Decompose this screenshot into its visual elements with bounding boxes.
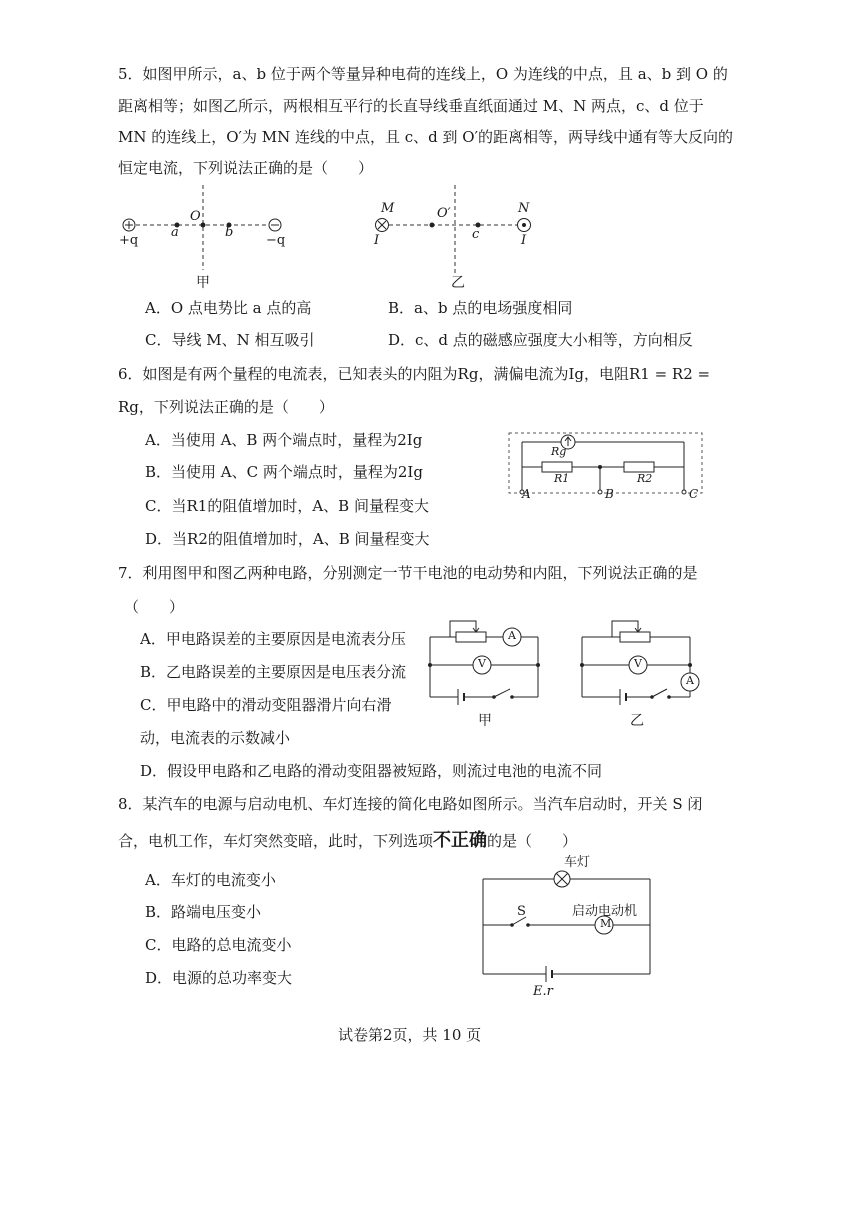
- q8-option-c: C．电路的总电流变小: [145, 936, 292, 954]
- q5-text-line1: 5．如图甲所示，a、b 位于两个等量异种电荷的连线上，O 为连线的中点，且 a、b 到 O 的: [118, 65, 728, 83]
- q8-text-line2-start: 合，电机工作，车灯突然变暗，此时，下列选项: [118, 832, 434, 850]
- q7-yi-ammeter-label: A: [686, 674, 694, 687]
- q5-caption-jia: 甲: [196, 275, 210, 291]
- q8-label-switch: S: [517, 904, 526, 919]
- q8-option-b: B．路端电压变小: [145, 903, 262, 921]
- q5-text-line2: 距离相等；如图乙所示，两根相互平行的长直导线垂直纸面通过 M、N 两点，c、d 位于: [118, 97, 704, 115]
- q7-caption-yi: 乙: [630, 713, 644, 729]
- q5-option-d: D．c、d 点的磁感应强度大小相等，方向相反: [388, 331, 693, 349]
- q5-option-b: B．a、b 点的电场强度相同: [388, 299, 573, 317]
- q5-label-I-left: I: [374, 233, 380, 248]
- q6-label-R1: R1: [554, 472, 570, 485]
- q7-option-b: B．乙电路误差的主要原因是电压表分流: [140, 663, 407, 681]
- q8-text-line2: [118, 831, 577, 851]
- q7-jia-ammeter-label: A: [508, 629, 516, 642]
- q8-text-line1: 8．某汽车的电源与启动电机、车灯连接的简化电路如图所示。当汽车启动时，开关 S 闭: [118, 795, 703, 813]
- q7-yi-voltmeter-label: V: [634, 657, 642, 670]
- q5-label-M: M: [381, 201, 395, 216]
- q5-label-a: a: [171, 225, 179, 240]
- q7-option-a: A．甲电路误差的主要原因是电流表分压: [140, 630, 406, 648]
- q6-label-C: C: [689, 487, 699, 501]
- q5-figure-jia: [115, 180, 295, 280]
- q5-caption-yi: 乙: [451, 275, 465, 291]
- q6-label-Rg: Rg: [551, 445, 567, 458]
- q5-label-O-prime: O′: [437, 206, 451, 221]
- q7-text-line2: （ ）: [124, 598, 185, 616]
- q7-circuit-jia: [428, 612, 548, 712]
- q6-option-c: C．当R1的阻值增加时，A、B 间量程变大: [145, 497, 429, 515]
- q6-option-b: B．当使用 A、C 两个端点时，量程为2Ig: [145, 463, 423, 481]
- q8-text-line2-end: 的是（ ）: [487, 832, 578, 850]
- q7-jia-voltmeter-label: V: [478, 657, 486, 670]
- q7-option-d: D．假设甲电路和乙电路的滑动变阻器被短路，则流过电池的电流不同: [140, 762, 603, 780]
- q6-label-R2: R2: [637, 472, 653, 485]
- q8-option-d: D．电源的总功率变大: [145, 969, 293, 987]
- q6-text-line2: Rg，下列说法正确的是（ ）: [118, 398, 334, 416]
- q5-text-line4: 恒定电流，下列说法正确的是（ ）: [118, 159, 374, 177]
- q7-text-line1: 7．利用图甲和图乙两种电路，分别测定一节干电池的电动势和内阻，下列说法正确的是: [118, 564, 698, 582]
- q8-label-motor: 启动电动机: [572, 904, 638, 919]
- q5-figure-yi: [370, 180, 550, 280]
- q6-option-d: D．当R2的阻值增加时，A、B 间量程变大: [145, 530, 430, 548]
- q5-label-c: c: [472, 227, 480, 242]
- q5-option-a: A．O 点电势比 a 点的高: [145, 299, 312, 317]
- q5-label-b: b: [225, 225, 234, 240]
- q8-label-lamp: 车灯: [564, 855, 591, 870]
- q6-label-B: B: [605, 487, 614, 501]
- q8-text-emphasis: 不正确: [433, 830, 488, 851]
- q5-text-line3: MN 的连线上，O′为 MN 连线的中点，且 c、d 到 O′的距离相等，两导线中通有等大反向的: [118, 128, 733, 146]
- q8-option-a: A．车灯的电流变小: [145, 871, 276, 889]
- q7-option-c-line1: C．甲电路中的滑动变阻器滑片向右滑: [140, 696, 392, 714]
- q5-label-plus-q: +q: [119, 233, 139, 248]
- q8-label-M: M: [600, 917, 612, 930]
- q6-label-A: A: [522, 487, 531, 501]
- q8-car-circuit: [482, 868, 662, 978]
- q5-label-O: O: [190, 209, 201, 224]
- q5-label-I-right: I: [521, 233, 527, 248]
- q6-option-a: A．当使用 A、B 两个端点时，量程为2Ig: [145, 431, 423, 449]
- q6-text-line1: 6．如图是有两个量程的电流表，已知表头的内阻为Rg，满偏电流为Ig，电阻R1 = R2 =: [118, 365, 711, 383]
- q5-label-N: N: [518, 201, 530, 216]
- q5-label-minus-q: −q: [266, 233, 286, 248]
- q7-circuit-yi: [580, 612, 710, 712]
- q5-option-c: C．导线 M、N 相互吸引: [145, 331, 315, 349]
- q8-label-source: E.r: [533, 984, 553, 999]
- q7-option-c-line2: 动，电流表的示数减小: [140, 729, 291, 747]
- page-footer: 试卷第2页，共 10 页: [338, 1026, 482, 1044]
- q7-caption-jia: 甲: [478, 713, 492, 729]
